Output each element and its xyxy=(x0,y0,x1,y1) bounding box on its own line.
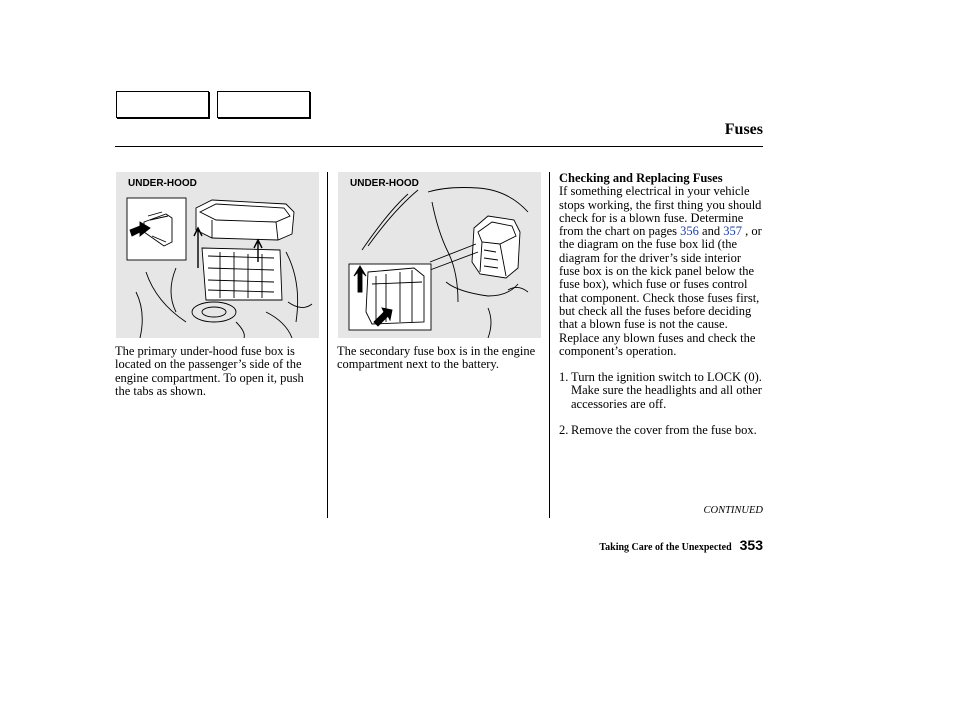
step-number: 1. xyxy=(559,370,569,385)
figure-caption-primary: The primary under-hood fuse box is located on the passenger’s side of the engine compartment. To open it, push the tabs as shown. xyxy=(115,344,304,398)
step-number: 2. xyxy=(559,423,569,438)
paragraph-text: If something electrical in your vehicle stops working, the first thing you should check for is a blown fuse. Determine from the chart on pages xyxy=(559,184,762,239)
continued-marker: CONTINUED xyxy=(703,505,763,516)
instructions-column xyxy=(559,172,764,437)
paragraph-text: and xyxy=(698,224,724,239)
step-text: Turn the ignition switch to LOCK (0). Make sure the headlights and all other accessories are off. xyxy=(571,370,762,411)
chapter-title: Taking Care of the Unexpected xyxy=(599,542,732,553)
figure-primary-fuse-box xyxy=(116,172,319,338)
nav-button-next[interactable] xyxy=(217,91,310,118)
page-number: 353 xyxy=(739,537,763,553)
instructions-paragraph xyxy=(559,185,764,358)
primary-fuse-box-illustration xyxy=(116,172,319,338)
title-divider xyxy=(115,146,763,147)
nav-button-previous[interactable] xyxy=(116,91,209,118)
step-text: Remove the cover from the fuse box. xyxy=(571,423,757,438)
paragraph-text: , or the diagram on the fuse box lid (the diagram for the driver’s side interior fuse box is on the kick panel below the fuse box), which fuse or fuses control that component. Check those fuses first, but check all the fuses before deciding that a blown fuse is not the cause. Replace any blown fuses and check the component’s operation. xyxy=(559,224,762,358)
figure-secondary-fuse-box xyxy=(338,172,541,338)
figure-caption-secondary: The secondary fuse box is in the engine compartment next to the battery. xyxy=(337,344,536,372)
page-link-356[interactable]: 356 xyxy=(680,224,699,239)
step-item xyxy=(559,371,764,411)
page-title: Fuses xyxy=(724,121,763,138)
step-item xyxy=(559,424,764,437)
column-divider-1 xyxy=(327,172,328,518)
figure-label: UNDER-HOOD xyxy=(350,178,419,189)
secondary-fuse-box-illustration xyxy=(338,172,541,338)
page-footer xyxy=(599,537,763,553)
section-heading: Checking and Replacing Fuses xyxy=(559,171,723,185)
figure-label: UNDER-HOOD xyxy=(128,178,197,189)
column-divider-2 xyxy=(549,172,550,518)
page-link-357[interactable]: 357 xyxy=(723,224,742,239)
